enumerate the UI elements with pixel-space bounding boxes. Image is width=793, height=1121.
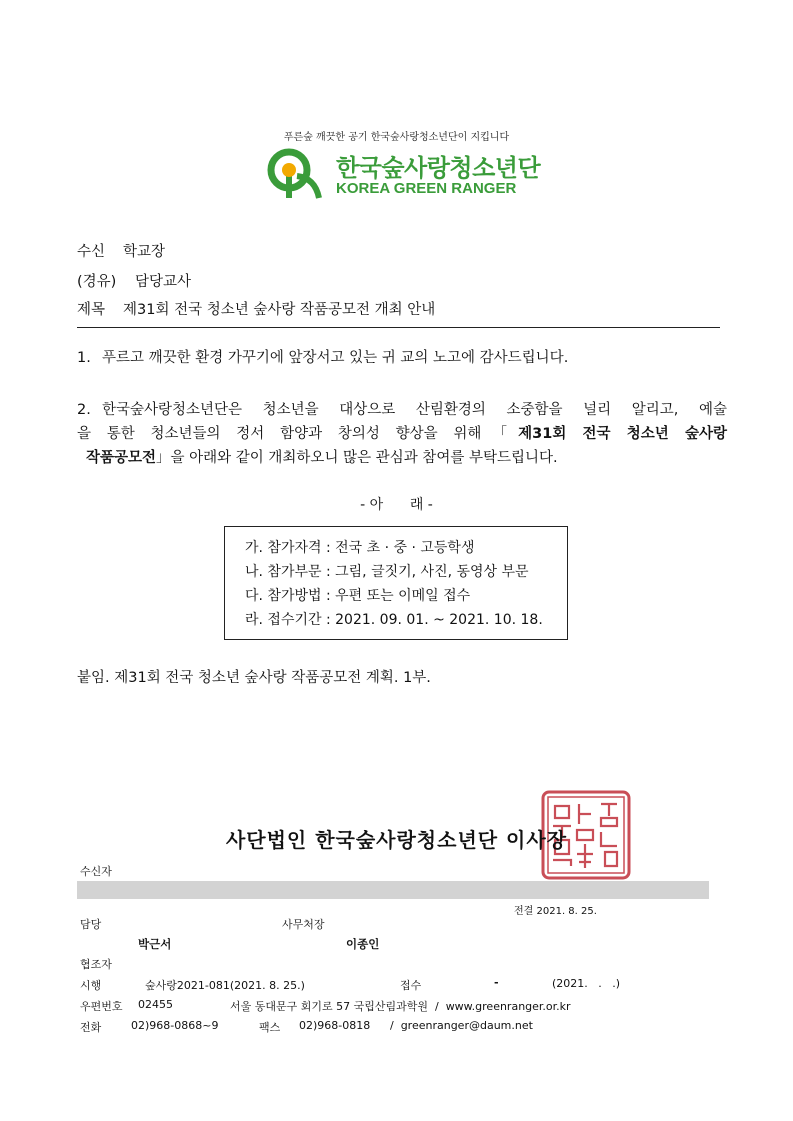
- tree-logo-icon: [267, 148, 329, 202]
- organization-logo: [267, 146, 541, 204]
- receivers-label: 수신자: [80, 865, 112, 878]
- paragraph-2-line-1: 한국숲사랑청소년단은 청소년을 대상으로 산림환경의 소중함을 널리 알리고, 예술: [102, 402, 727, 418]
- charge-label: 담당: [80, 918, 102, 931]
- subject-row: [77, 298, 435, 319]
- receipt-date: (2021. . .): [552, 977, 621, 990]
- paragraph-1-text: 푸르고 깨끗한 환경 가꾸기에 앞장서고 있는 귀 교의 노고에 감사드립니다.: [102, 350, 569, 366]
- paragraph-2-line-2-text: 을 통한 청소년들의 정서 함양과 창의성 향상을 위해「: [77, 426, 519, 442]
- secretary-label: 사무처장: [282, 918, 325, 931]
- recipient-label: 수신: [77, 244, 106, 260]
- below-marker: - 아 래 -: [360, 497, 433, 513]
- recipient-value: 학교장: [123, 244, 166, 260]
- paragraph-1-number: 1.: [77, 350, 91, 366]
- receipt-dash: -: [494, 976, 499, 989]
- secretary-name: 이종인: [346, 937, 380, 951]
- paragraph-2: [77, 397, 727, 477]
- header-divider: [77, 327, 720, 328]
- cooperator-label: 협조자: [80, 958, 112, 971]
- receipt-label: 접수: [400, 979, 422, 992]
- approval-date: 전결 2021. 8. 25.: [514, 906, 597, 917]
- charge-name: 박근서: [138, 937, 172, 951]
- details-box: [224, 526, 568, 640]
- via-row: [77, 270, 191, 291]
- recipient-row: [77, 240, 165, 261]
- postal-label: 우편번호: [80, 1000, 123, 1013]
- receivers-bar: [77, 881, 709, 899]
- fax-value: 02)968-0818: [299, 1019, 371, 1032]
- paragraph-2-line-3: [86, 445, 711, 471]
- email: / greenranger@daum.net: [390, 1019, 533, 1032]
- enforce-label: 시행: [80, 979, 102, 992]
- fax-label: 팩스: [259, 1021, 281, 1034]
- detail-eligibility: 가. 참가자격 : 전국 초 · 중 · 고등학생: [245, 540, 475, 556]
- slogan: 푸른숲 깨끗한 공기 한국숲사랑청소년단이 지킵니다: [283, 132, 510, 143]
- phone-label: 전화: [80, 1021, 102, 1034]
- paragraph-1: [77, 345, 727, 371]
- detail-categories: 나. 참가부문 : 그림, 글짓기, 사진, 동영상 부문: [245, 564, 529, 580]
- via-value: 담당교사: [135, 274, 192, 290]
- subject-value: 제31회 전국 청소년 숲사랑 작품공모전 개최 안내: [123, 302, 436, 318]
- subject-label: 제목: [77, 302, 106, 318]
- logo-english-name: KOREA GREEN RANGER: [336, 180, 517, 197]
- logo-korean-name: 한국숲사랑청소년단: [336, 154, 541, 182]
- paragraph-2-number: 2.: [77, 402, 91, 418]
- event-name-highlight-cont: 작품공모전: [86, 450, 157, 466]
- via-label: (경유): [77, 274, 117, 290]
- enforce-value: 숲사랑2021-081(2021. 8. 25.): [145, 979, 305, 992]
- event-name-highlight: 제31회 전국 청소년 숲사랑: [518, 426, 727, 442]
- postal-code: 02455: [138, 998, 173, 1011]
- phone-value: 02)968-0868~9: [131, 1019, 219, 1032]
- paragraph-2-line-2: [77, 421, 727, 447]
- issuer-name: 사단법인 한국숲사랑청소년단 이사장: [225, 828, 568, 852]
- paragraph-2-line-3-text: 」을 아래와 같이 개최하오니 많은 관심과 참여를 부탁드립니다.: [156, 450, 558, 466]
- attachment-note: 붙임. 제31회 전국 청소년 숲사랑 작품공모전 계획. 1부.: [77, 670, 431, 686]
- address: 서울 동대문구 회기로 57 국립산림과학원 / www.greenranger.or.kr: [230, 1000, 571, 1013]
- detail-method: 다. 참가방법 : 우편 또는 이메일 접수: [245, 588, 471, 604]
- detail-period: 라. 접수기간 : 2021. 09. 01. ~ 2021. 10. 18.: [245, 612, 543, 628]
